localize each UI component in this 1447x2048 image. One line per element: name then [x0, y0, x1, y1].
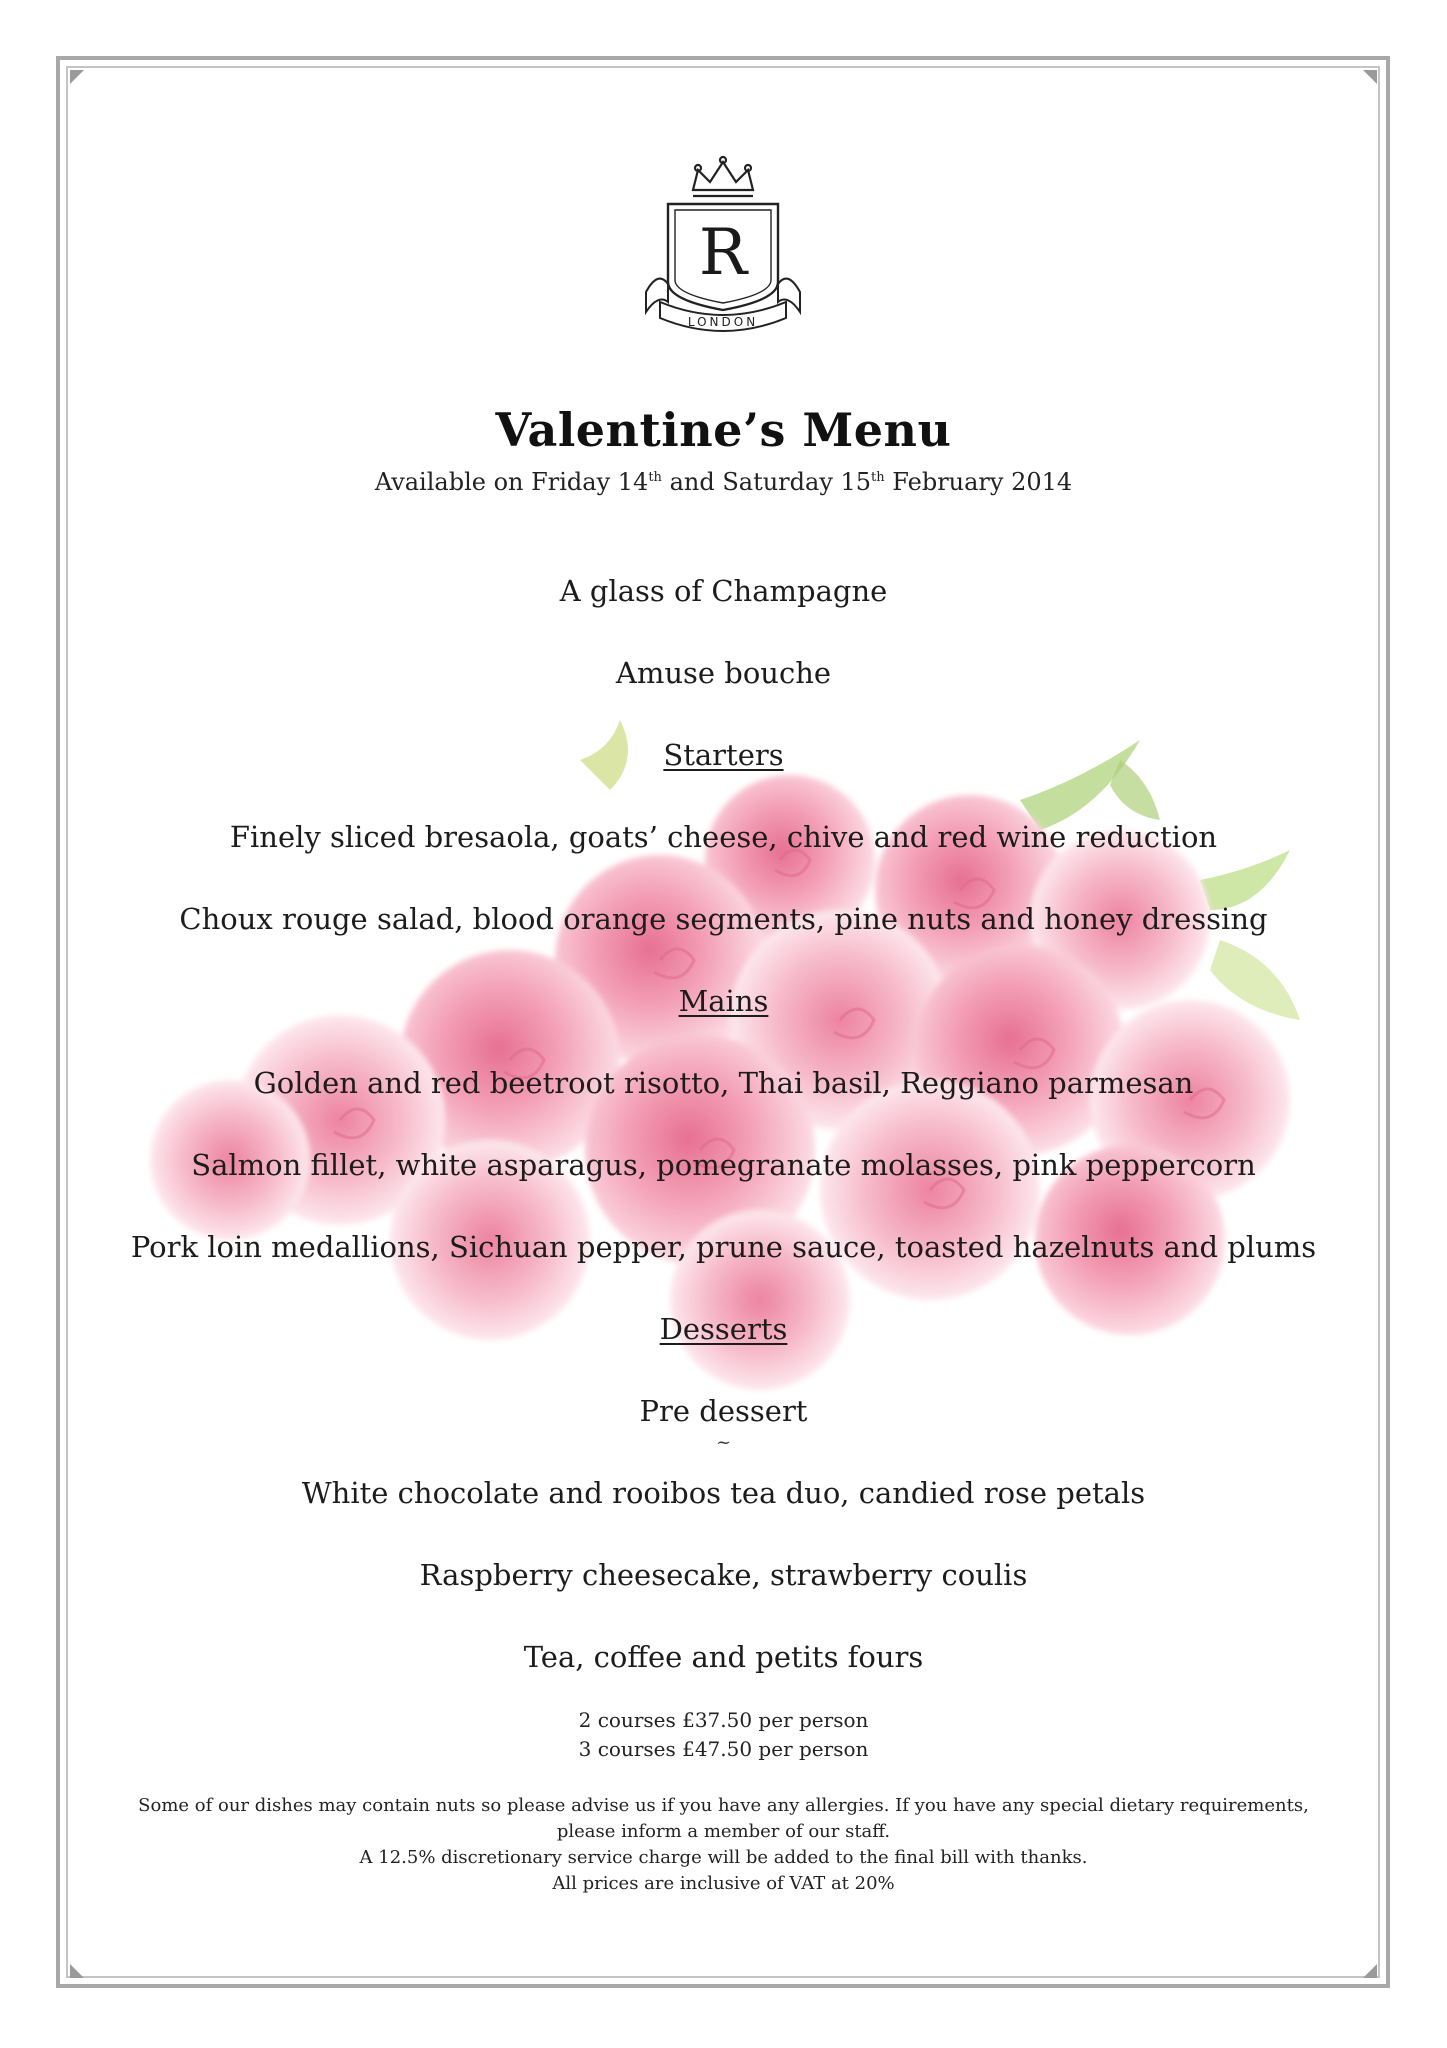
menu-item-champagne: A glass of Champagne [559, 574, 888, 608]
availability-dates [0, 468, 1447, 496]
logo-monogram: R [698, 216, 748, 290]
vat-note: All prices are inclusive of VAT at 20% [552, 1873, 895, 1894]
section-heading-mains: Mains [678, 984, 769, 1018]
corner-ornament-top-left [70, 70, 84, 84]
menu-item-dessert: Tea, coffee and petits fours [523, 1640, 924, 1674]
menu-item-starter: Choux rouge salad, blood orange segments, pine nuts and honey dressing [179, 902, 1268, 936]
service-charge-note: A 12.5% discretionary service charge will be added to the final bill with thanks. [359, 1847, 1088, 1868]
availability-text-2: and Saturday 15 [661, 468, 872, 496]
page-title: Valentine’s Menu [495, 403, 952, 457]
crest-logo-icon [638, 152, 808, 342]
superscript-th-1: th [648, 470, 662, 485]
menu-item-pre-dessert: Pre dessert [639, 1394, 808, 1428]
menu-item-main: Golden and red beetroot risotto, Thai basil, Reggiano parmesan [253, 1066, 1194, 1100]
allergy-note-continued: please inform a member of our staff. [556, 1821, 891, 1842]
logo-ribbon-text: LONDON [687, 315, 759, 329]
price-three-courses: 3 courses £47.50 per person [578, 1737, 869, 1761]
menu-item-dessert: White chocolate and rooibos tea duo, candied rose petals [301, 1476, 1146, 1510]
section-heading-starters: Starters [663, 738, 784, 772]
superscript-th-2: th [871, 470, 885, 485]
corner-ornament-top-right [1363, 70, 1377, 84]
menu-item-main: Salmon fillet, white asparagus, pomegranate molasses, pink peppercorn [191, 1148, 1256, 1182]
menu-item-amuse-bouche: Amuse bouche [615, 656, 832, 690]
price-two-courses: 2 courses £37.50 per person [578, 1708, 869, 1732]
menu-item-starter: Finely sliced bresaola, goats’ cheese, chive and red wine reduction [229, 820, 1218, 854]
corner-ornament-bottom-right [1363, 1964, 1377, 1978]
availability-text-1: Available on Friday 14 [374, 468, 649, 496]
menu-item-dessert: Raspberry cheesecake, strawberry coulis [419, 1558, 1028, 1592]
section-heading-desserts: Desserts [659, 1312, 788, 1346]
dessert-separator: ~ [715, 1432, 732, 1453]
corner-ornament-bottom-left [70, 1964, 84, 1978]
menu-item-main: Pork loin medallions, Sichuan pepper, prune sauce, toasted hazelnuts and plums [130, 1230, 1317, 1264]
allergy-note: Some of our dishes may contain nuts so please advise us if you have any allergies. If you have any special dietary requirements, [138, 1795, 1309, 1816]
availability-text-3: February 2014 [884, 468, 1073, 496]
